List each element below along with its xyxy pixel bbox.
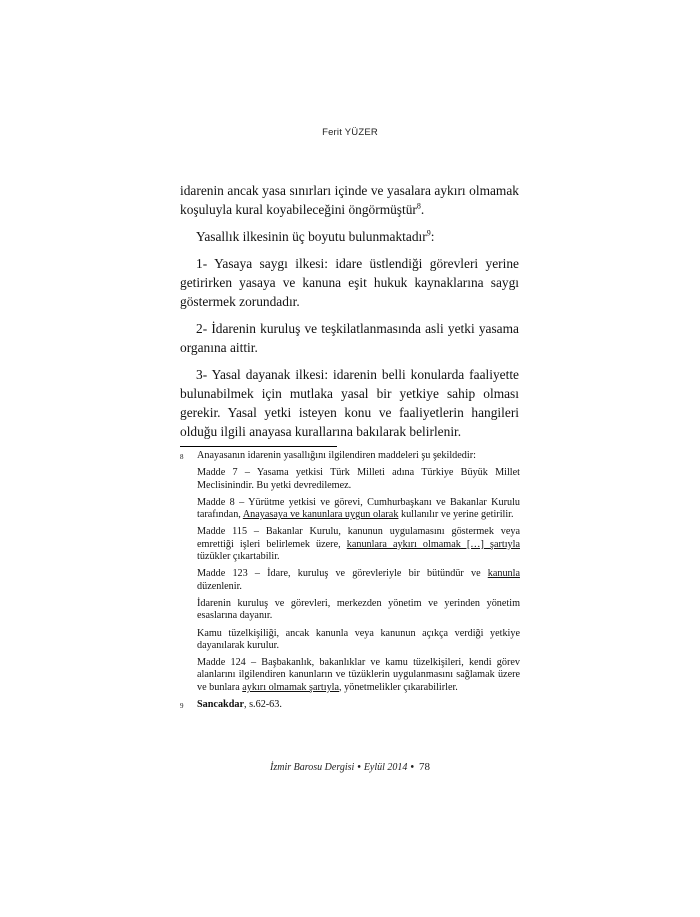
- paragraph-legality-text: Yasallık ilkesinin üç boyutu bulunmaktadır: [196, 229, 427, 244]
- article-124-underlined: aykırı olmamak şartıyla: [242, 681, 340, 693]
- footnote-article-115: [197, 526, 520, 563]
- article-124-text-end: , yönetmelikler çıkarabilirler.: [339, 681, 458, 693]
- paragraph-principle-2: 2- İdarenin kuruluş ve teşkilatlanmasında asli yetki yasama organına aittir.: [180, 321, 519, 355]
- paragraph-intro: [180, 181, 519, 219]
- page-footer: [0, 761, 700, 773]
- citation-pages: , s.62-63.: [244, 699, 282, 711]
- article-8-underlined: Anayasaya ve kanunlara uygun olarak: [242, 509, 399, 521]
- footnote-8-heading: Anayasanın idarenin yasallığını ilgilendiren maddeleri şu şekildedir:: [197, 450, 476, 461]
- journal-name: İzmir Barosu Dergisi: [270, 762, 355, 773]
- footnote-article-123: [197, 568, 520, 593]
- article-115-underlined: kanunlara aykırı olmamak […] şartıyla: [346, 538, 520, 550]
- article-115-text-end: tüzükler çıkartabilir.: [197, 551, 280, 563]
- page-number: 78: [418, 761, 430, 773]
- article-123-underlined: kanunla: [487, 568, 520, 580]
- footnote-separator: [180, 446, 337, 447]
- footnote-article-8: [197, 497, 520, 522]
- citation-author: Sancakdar: [197, 699, 244, 711]
- footnote-article-7: Madde 7 – Yasama yetkisi Türk Milleti adına Türkiye Büyük Millet Meclisinindir. Bu yetki devredilemez.: [197, 467, 520, 491]
- footnote-8-number: 8: [180, 453, 184, 461]
- footnote-article-124: [197, 657, 520, 694]
- paragraph-principle-1: 1- Yasaya saygı ilkesi: idare üstlendiği görevleri yerine getirirken yasaya ve kanuna eşit hukuk kaynaklarına saygı göstermek zorundadır.: [180, 256, 519, 309]
- footer-separator-1: •: [357, 762, 361, 773]
- footnote-9-number: 9: [180, 702, 184, 711]
- footer-separator-2: •: [410, 762, 414, 773]
- footnotes: [180, 450, 520, 716]
- article-8-text: Madde 8 – Yürütme yetkisi ve görevi, Cumhurbaşkanı ve Bakanlar Kurulu tarafından,: [197, 496, 520, 521]
- article-8-text-end: kullanılır ve yerine getirilir.: [398, 509, 514, 521]
- footnote-ref-8[interactable]: 8: [416, 201, 421, 211]
- paragraph-intro-end: .: [420, 202, 425, 217]
- running-header-author: Ferit YÜZER: [322, 127, 378, 138]
- paragraph-legality-end: :: [430, 229, 435, 244]
- article-123-text: Madde 123 – İdare, kuruluş ve görevleriyle bir bütündür ve: [197, 568, 488, 580]
- footnote-9-citation: [197, 699, 520, 711]
- paragraph-principle-3: 3- Yasal dayanak ilkesi: idarenin belli konularda faaliyette bulunabilmek için mutlaka yasal bir yetkiye sahip olması gerekir. Yasal yetki isteyen konu ve faaliyetlerin hangileri olduğu ilgili anayasa kurallarına bakılarak belirlenir.: [180, 367, 519, 439]
- footnote-ref-9[interactable]: 9: [426, 228, 431, 238]
- paragraph-intro-text: idarenin ancak yasa sınırları içinde ve yasalara aykırı olmamak koşuluyla kural koyabileceğini öngörmüştür: [180, 183, 519, 217]
- paragraph-legality-dimensions: [180, 227, 519, 246]
- issue-date: Eylül 2014: [363, 762, 408, 773]
- footnote-article-123-public-entity: Kamu tüzelkişiliği, ancak kanunla veya kanunun açıkça verdiği yetkiye dayanılarak kurulur.: [197, 627, 520, 651]
- footnote-9: [180, 699, 520, 711]
- footnote-8: [180, 450, 520, 694]
- main-body: [180, 181, 519, 449]
- article-123-text-end: düzenlenir.: [197, 580, 242, 592]
- footnote-article-123-organization: İdarenin kuruluş ve görevleri, merkezden yönetim ve yerinden yönetim esaslarına dayanır.: [197, 597, 520, 622]
- article-115-text: Madde 115 – Bakanlar Kurulu, kanunun uygulamasını göstermek veya emrettiği işleri belirlemek üzere,: [197, 526, 520, 550]
- article-124-text: Madde 124 – Başbakanlık, bakanlıklar ve kamu tüzelkişileri, kendi görev alanlarını ilgilendiren kanunların ve tüzüklerin uygulanmasını sağlamak üzere ve bunlara: [197, 657, 520, 693]
